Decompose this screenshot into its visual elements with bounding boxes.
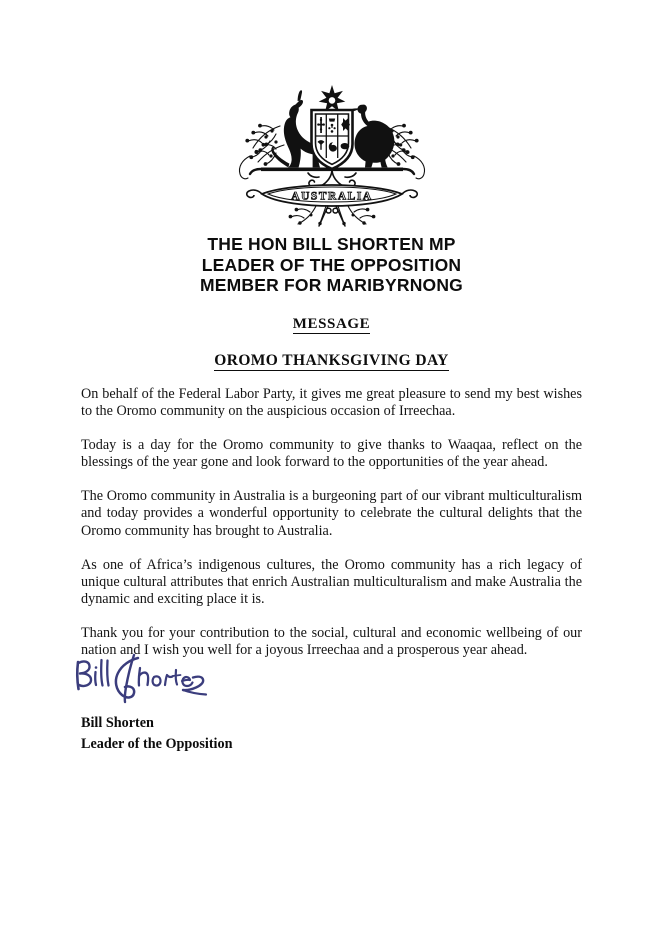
coat-of-arms <box>0 82 663 232</box>
body-paragraph: The Oromo community in Australia is a burgeoning part of our vibrant multiculturalism and today provides a wonderful opportunity to celebrate the cultural delights that the Oromo community has brought to Australia. <box>81 488 582 539</box>
body-paragraph: As one of Africa’s indigenous cultures, the Oromo community has a rich legacy of unique cultural attributes that enrich Australian multiculturalism and make Australia the dynamic and exciting place it is. <box>81 556 582 608</box>
signoff-name: Bill Shorten <box>81 715 154 731</box>
heading-message <box>0 316 663 333</box>
letterhead-line-2: LEADER OF THE OPPOSITION <box>201 254 462 275</box>
body-paragraph: Thank you for your contribution to the social, cultural and economic wellbeing of our nation and I wish you well for a joyous Irreechaa and a prosperous year ahead. <box>81 624 582 659</box>
commonwealth-star-icon <box>318 85 345 112</box>
emu-supporter <box>350 105 393 168</box>
letterhead <box>0 234 663 296</box>
letterhead-line-1: THE HON BILL SHORTEN MP <box>207 234 456 254</box>
heading-message-text: MESSAGE <box>292 316 371 332</box>
body-paragraph: On behalf of the Federal Labor Party, it gives me great pleasure to send my best wishes to the Oromo community on the auspicious occasion of Irreechaa. <box>81 386 582 420</box>
signoff-block <box>81 713 232 755</box>
australia-scroll <box>246 185 417 206</box>
shield <box>311 110 352 169</box>
letter-body <box>81 386 582 660</box>
crossed-stems <box>319 206 345 226</box>
heading-occasion <box>0 352 663 370</box>
signature-image <box>72 652 272 710</box>
australia-scroll-text: AUSTRALIA <box>290 190 373 203</box>
letterhead-line-3: MEMBER FOR MARIBYRNONG <box>199 275 463 295</box>
heading-occasion-text: OROMO THANKSGIVING DAY <box>214 352 449 369</box>
lower-wattle <box>291 206 373 224</box>
signoff-title: Leader of the Opposition <box>81 736 233 752</box>
body-paragraph: Today is a day for the Oromo community to give thanks to Waaqaa, reflect on the blessings of the year gone and look forward to the opportunities of the year ahead. <box>81 437 582 471</box>
